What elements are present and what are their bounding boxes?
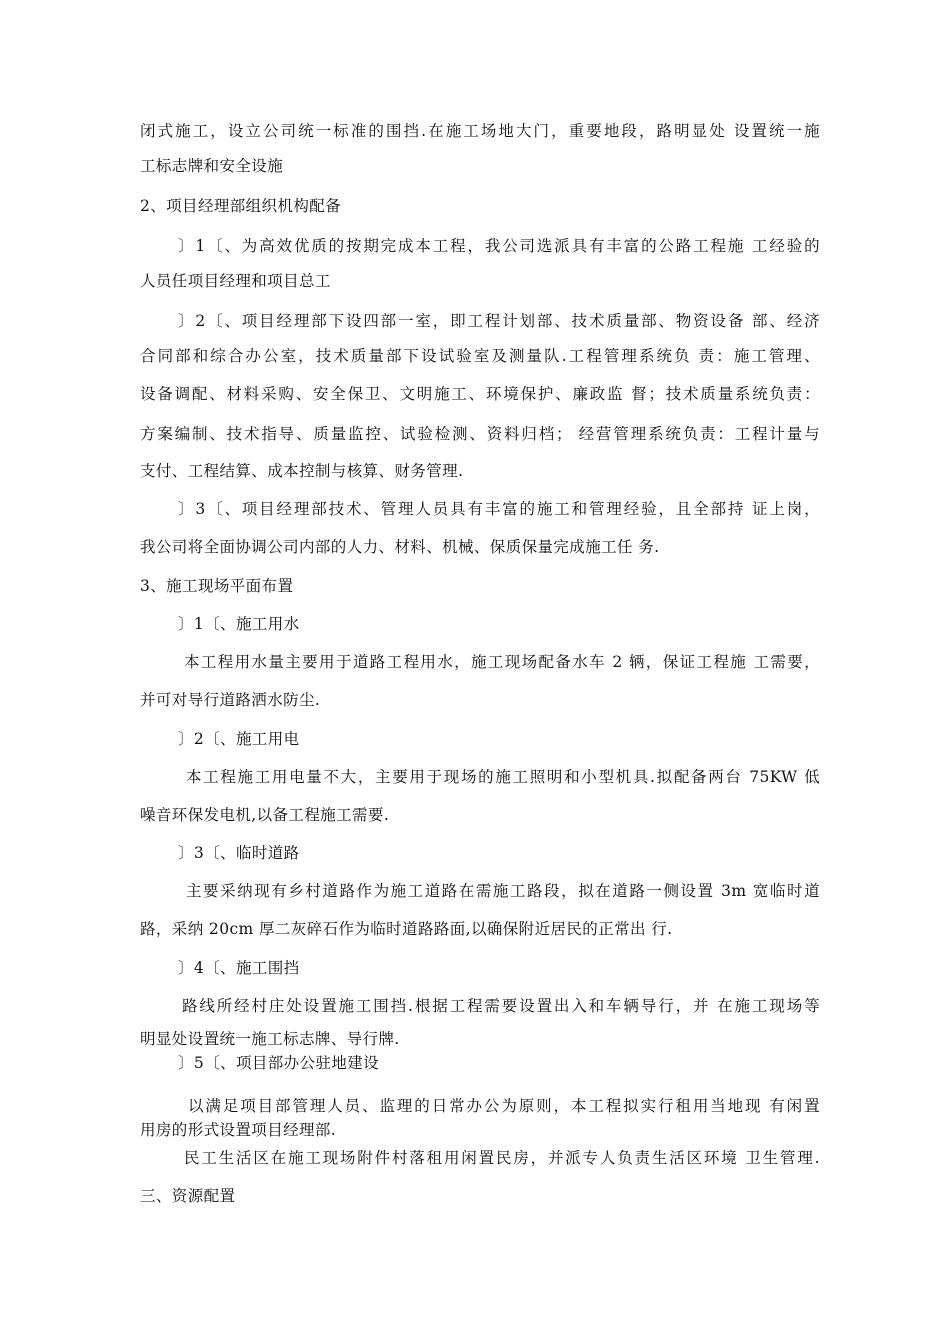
body-text-line: 〕1〔、为高效优质的按期完成本工程，我公司选派具有丰富的公路工程施 工经验的 [178, 237, 820, 255]
body-text-line: 明显处设置统一施工标志牌、导行牌. [140, 1030, 400, 1048]
body-text-line: 主要采纳现有乡村道路作为施工道路在需施工路段，拟在道路一侧设置 3m 宽临时道 [186, 882, 820, 900]
body-text-line: 本工程用水量主要用于道路工程用水，施工现场配备水车 2 辆，保证工程施 工需要， [184, 653, 820, 671]
body-text-line: 〕3〔、项目经理部技术、管理人员具有丰富的施工和管理经验，且全部持 证上岗， [178, 500, 820, 518]
body-text-line: 支付、工程结算、成本控制与核算、财务管理. [140, 462, 464, 480]
body-text-line: 噪音环保发电机,以备工程施工需要. [140, 806, 390, 824]
section-heading: 3、施工现场平面布置 [140, 577, 294, 595]
subsection-heading: 〕3〔、临时道路 [178, 844, 300, 862]
body-text-line: 工标志牌和安全设施 [140, 157, 284, 175]
body-text-line: 路线所经村庄处设置施工围挡.根据工程需要设置出入和车辆导行，并 在施工现场等 [182, 997, 820, 1015]
subsection-heading: 〕4〔、施工围挡 [178, 959, 300, 977]
body-text-line: 民工生活区在施工现场附件村落租用闲置民房，并派专人负责生活区环境 卫生管理. [184, 1149, 820, 1167]
body-text-line: 设备调配、材料采购、安全保卫、文明施工、环境保护、廉政监 督；技术质量系统负责： [140, 385, 820, 403]
body-text-line: 我公司将全面协调公司内部的人力、材料、机械、保质保量完成施工任 务. [140, 538, 660, 556]
body-text-line: 本工程施工用电量不大，主要用于现场的施工照明和小型机具.拟配备两台 75KW 低 [186, 768, 820, 786]
body-text-line: 人员任项目经理和项目总工 [140, 272, 331, 290]
body-text-line: 合同部和综合办公室，技术质量部下设试验室及测量队.工程管理系统负 责：施工管理、 [140, 347, 820, 365]
body-text-line: 以满足项目部管理人员、监理的日常办公为原则，本工程拟实行租用当地现 有闲置 [188, 1097, 820, 1115]
body-text-line: 路，采纳 20cm 厚二灰碎石作为临时道路路面,以确保附近居民的正常出 行. [140, 920, 673, 938]
section-heading: 三、资源配置 [140, 1187, 236, 1205]
subsection-heading: 〕2〔、施工用电 [178, 730, 300, 748]
body-text-line: 方案编制、技术指导、质量监控、试验检测、资料归档； 经营管理系统负责：工程计量与 [140, 425, 820, 443]
body-text-line: 用房的形式设置项目经理部. [140, 1121, 337, 1139]
subsection-heading: 〕1〔、施工用水 [178, 615, 300, 633]
body-text-line: 〕2〔、项目经理部下设四部一室，即工程计划部、技术质量部、物资设备 部、经济 [178, 312, 820, 330]
body-text-line: 闭式施工，设立公司统一标准的围挡.在施工场地大门，重要地段，路明显处 设置统一施 [140, 122, 820, 140]
body-text-line: 并可对导行道路洒水防尘. [140, 691, 321, 709]
subsection-heading: 〕5〔、项目部办公驻地建设 [178, 1054, 380, 1072]
section-heading: 2、项目经理部组织机构配备 [140, 197, 342, 215]
